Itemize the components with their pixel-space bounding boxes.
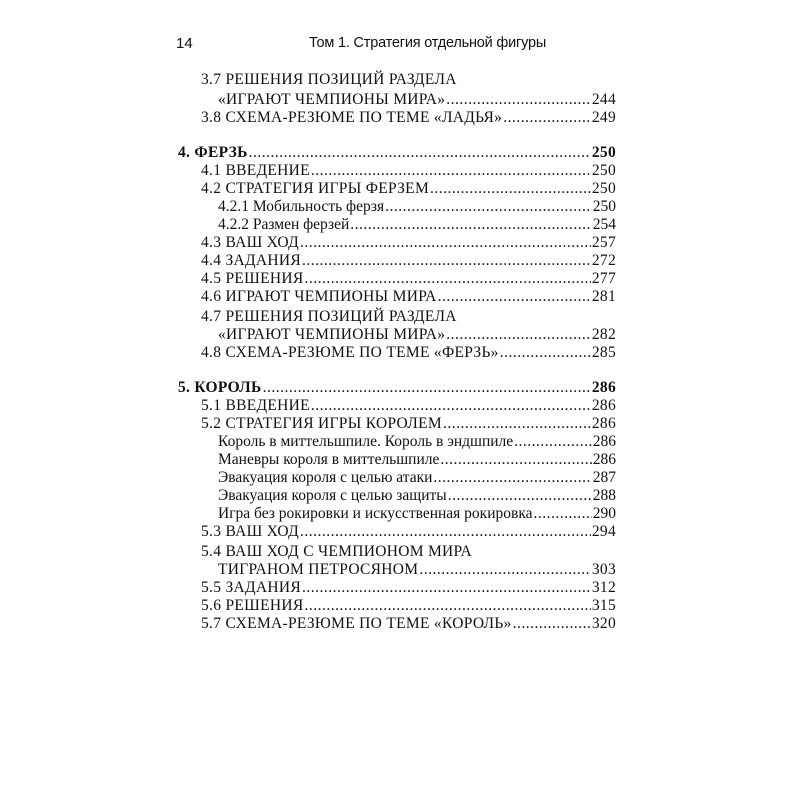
toc-leader: [500, 343, 591, 363]
toc-entry-page: 320: [591, 615, 616, 632]
toc-entry-title: Эвакуация короля с целью защиты: [218, 487, 447, 504]
toc-leader: [430, 179, 591, 199]
toc-leader: [300, 233, 591, 253]
toc-entry: [218, 560, 616, 580]
toc-leader: [249, 143, 591, 163]
toc-entry-title: 5.6 РЕШЕНИЯ: [201, 597, 304, 614]
toc-leader: [302, 578, 591, 598]
toc-entry-page: 286: [591, 415, 616, 432]
toc-leader: [446, 325, 591, 345]
toc-entry-page: 286: [591, 397, 616, 414]
toc-entry-title: 4.2 СТРАТЕГИЯ ИГРЫ ФЕРЗЕМ: [201, 180, 430, 197]
toc-entry-title: 4.4 ЗАДАНИЯ: [201, 252, 302, 269]
toc-entry-page: 254: [592, 216, 616, 233]
toc-entry: [201, 287, 616, 307]
toc-leader: [311, 161, 591, 181]
toc-entry-title: Эвакуация короля с целью атаки: [218, 469, 433, 486]
toc-entry: [201, 596, 616, 616]
toc-entry: [201, 269, 616, 289]
toc-leader: [385, 197, 592, 217]
toc-entry-page: 315: [591, 597, 616, 614]
toc-leader: [311, 396, 591, 416]
toc-entry: [201, 70, 457, 90]
toc-entry-page: 288: [592, 487, 616, 504]
toc-entry-title: 4.2.1 Мобильность ферзя: [218, 198, 385, 215]
toc-leader: [443, 414, 591, 434]
toc-entry-page: 250: [591, 144, 616, 161]
toc-entry: [218, 197, 616, 217]
page-number: 14: [176, 35, 193, 52]
toc-leader: [514, 432, 592, 452]
toc-entry-page: 282: [591, 326, 616, 343]
toc-leader: [302, 251, 591, 271]
toc-entry-title: 4.3 ВАШ ХОД: [201, 234, 300, 251]
toc-entry-page: 277: [591, 270, 616, 287]
toc-entry: [201, 108, 616, 128]
toc-entry-page: 250: [591, 162, 616, 179]
toc-entry-title: 5.4 ВАШ ХОД С ЧЕМПИОНОМ МИРА: [201, 543, 472, 560]
toc-entry: [201, 522, 616, 542]
toc-entry-title: Маневры короля в миттельшпиле: [218, 451, 440, 468]
toc-entry-page: 257: [591, 234, 616, 251]
toc-entry-title: 5.7 СХЕМА-РЕЗЮМЕ ПО ТЕМЕ «КОРОЛЬ»: [201, 615, 512, 632]
toc-entry: [201, 179, 616, 199]
toc-entry: [218, 450, 616, 470]
toc-leader: [300, 522, 591, 542]
toc-entry-title: 4.7 РЕШЕНИЯ ПОЗИЦИЙ РАЗДЕЛА: [201, 308, 457, 325]
toc-entry: [218, 486, 616, 506]
toc-entry-title: Игра без рокировки и искусственная рокировка: [218, 505, 533, 522]
toc-entry-title: 3.7 РЕШЕНИЯ ПОЗИЦИЙ РАЗДЕЛА: [201, 71, 457, 88]
toc-leader: [304, 269, 590, 289]
toc-entry-page: 250: [591, 180, 616, 197]
toc-entry-title: 5.3 ВАШ ХОД: [201, 523, 300, 540]
toc-entry-title: 5.2 СТРАТЕГИЯ ИГРЫ КОРОЛЕМ: [201, 415, 442, 432]
toc-leader: [503, 108, 591, 128]
toc-entry-title: 5.1 ВВЕДЕНИЕ: [201, 397, 310, 414]
toc-entry-page: 286: [592, 433, 616, 450]
toc-entry-title: «ИГРАЮТ ЧЕМПИОНЫ МИРА»: [218, 91, 446, 108]
toc-entry-page: 287: [592, 469, 616, 486]
running-title: Том 1. Стратегия отдельной фигуры: [309, 35, 547, 51]
toc-entry: [201, 161, 616, 181]
toc-entry-title: 4.5 РЕШЕНИЯ: [201, 270, 304, 287]
toc-entry-page: 285: [591, 344, 616, 361]
toc-leader: [263, 378, 591, 398]
toc-entry-title: 5. КОРОЛЬ: [178, 379, 262, 396]
toc-leader: [448, 486, 592, 506]
toc-entry-title: 4.2.2 Размен ферзей: [218, 216, 350, 233]
toc-leader: [433, 468, 591, 488]
toc-entry-page: 290: [592, 505, 616, 522]
toc-entry-page: 281: [591, 288, 616, 305]
toc-entry-page: 249: [591, 109, 616, 126]
toc-entry: [201, 542, 472, 562]
toc-entry: [201, 396, 616, 416]
toc-entry: [218, 504, 616, 524]
toc-entry-title: 4.1 ВВЕДЕНИЕ: [201, 162, 310, 179]
toc-entry: [218, 432, 616, 452]
toc-leader: [304, 596, 590, 616]
toc-chapter: [178, 143, 616, 163]
toc-entry-title: 4. ФЕРЗЬ: [178, 144, 248, 161]
toc-entry-title: 3.8 СХЕМА-РЕЗЮМЕ ПО ТЕМЕ «ЛАДЬЯ»: [201, 109, 503, 126]
toc-entry-page: 272: [591, 252, 616, 269]
toc-entry-page: 244: [591, 91, 616, 108]
toc-leader: [438, 287, 591, 307]
toc-leader: [446, 90, 591, 110]
toc-entry-title: Король в миттельшпиле. Король в эндшпиле: [218, 433, 514, 450]
toc-entry: [201, 251, 616, 271]
toc-entry-title: ТИГРАНОМ ПЕТРОСЯНОМ: [218, 561, 419, 578]
toc-entry-title: «ИГРАЮТ ЧЕМПИОНЫ МИРА»: [218, 326, 446, 343]
toc-leader: [419, 560, 590, 580]
toc-entry-page: 303: [591, 561, 616, 578]
toc-entry-title: 5.5 ЗАДАНИЯ: [201, 579, 302, 596]
toc-entry: [218, 90, 616, 110]
toc-chapter: [178, 378, 616, 398]
toc-entry: [201, 343, 616, 363]
toc-entry-page: 312: [591, 579, 616, 596]
toc-entry-page: 250: [592, 198, 616, 215]
toc-leader: [534, 504, 592, 524]
toc-entry: [201, 307, 457, 327]
toc-leader: [350, 215, 591, 235]
toc-entry-title: 4.6 ИГРАЮТ ЧЕМПИОНЫ МИРА: [201, 288, 437, 305]
toc-leader: [440, 450, 591, 470]
toc-entry: [201, 414, 616, 434]
toc-entry: [201, 578, 616, 598]
toc-leader: [513, 614, 591, 634]
toc-entry: [218, 325, 616, 345]
toc-entry: [218, 468, 616, 488]
toc-entry-page: 294: [591, 523, 616, 540]
toc-entry: [201, 614, 616, 634]
toc-entry-page: 286: [592, 451, 616, 468]
toc-entry-title: 4.8 СХЕМА-РЕЗЮМЕ ПО ТЕМЕ «ФЕРЗЬ»: [201, 344, 499, 361]
toc-entry: [201, 233, 616, 253]
toc-entry: [218, 215, 616, 235]
toc-entry-page: 286: [591, 379, 616, 396]
